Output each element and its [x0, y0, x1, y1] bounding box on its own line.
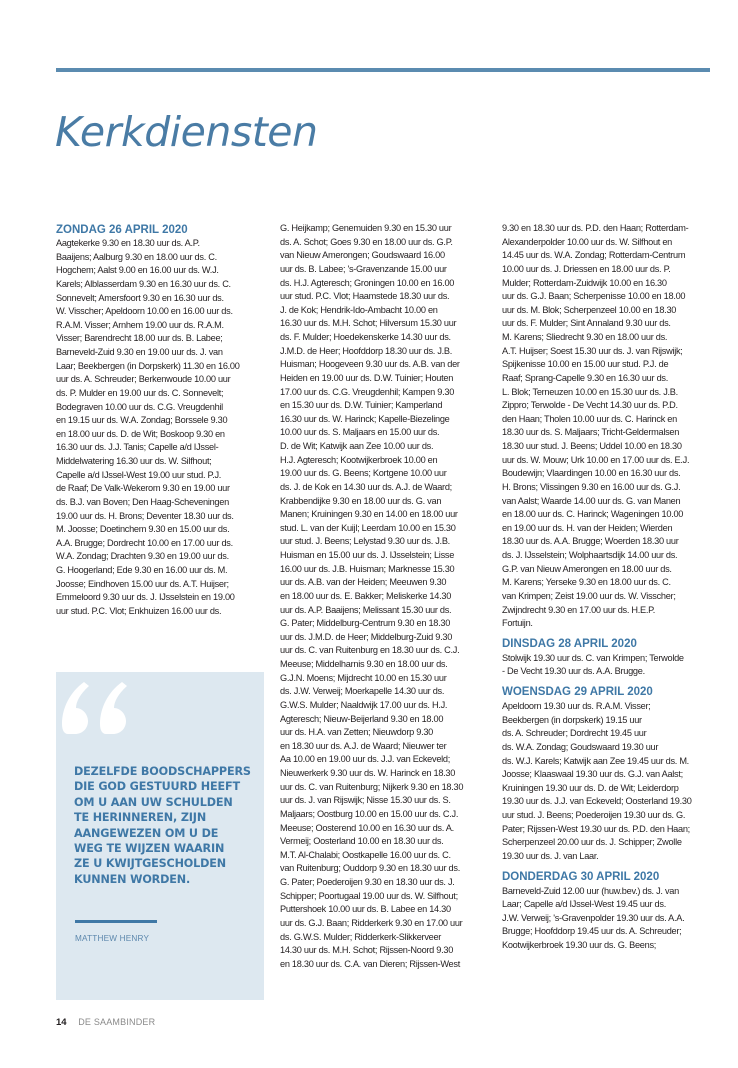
text-line: Barneveld-Zuid 12.00 uur (huw.bev.) ds. J. van — [502, 885, 679, 896]
magazine-name: DE SAAMBINDER — [78, 1017, 156, 1027]
text-line: H. Brons; Vlissingen 9.30 en 16.00 uur ds. G.J. — [502, 481, 681, 492]
text-line: Maljaars; Oostburg 10.00 en 15.00 uur ds. C.J. — [280, 808, 459, 819]
day-heading-sunday: ZONDAG 26 APRIL 2020 — [56, 224, 188, 236]
text-line: Sonnevelt; Amersfoort 9.30 en 16.30 uur ds. — [56, 292, 224, 303]
text-line: uur ds. H.A. van Zetten; Nieuwdorp 9.30 — [280, 727, 434, 738]
footer — [56, 1017, 155, 1028]
text-line: Scherpenzeel 20.00 uur ds. J. Schipper; Zwolle — [502, 837, 682, 848]
text-line: M. Karens; Sliedrecht 9.30 en 18.00 uur ds. — [502, 332, 668, 342]
text-line: 10.00 uur ds. S. Maljaars en 15.00 uur ds. — [280, 427, 440, 438]
text-line: uur ds. C. van Ruitenburg; Nijkerk 9.30 en 18.30 — [280, 781, 464, 792]
column-1 — [56, 223, 266, 619]
text-line: Kruiningen 19.30 uur ds. D. de Wit; Leiderdorp — [502, 782, 679, 793]
text-line: Capelle a/d IJssel-West 19.00 uur stud. P.J. — [56, 469, 222, 480]
text-line: Barneveld-Zuid 9.30 en 19.00 uur ds. J. van — [56, 347, 223, 357]
quote-mark-icon — [62, 678, 146, 738]
services-list-tuesday — [502, 652, 716, 679]
text-line: 16.30 uur ds. W. Harinck; Kapelle-Biezelinge — [280, 413, 450, 424]
text-line: Schipper; Poortugaal 19.00 uur ds. W. Silfhout; — [280, 890, 458, 901]
text-line: M.T. Al-Chalabi; Oostkapelle 16.00 uur ds. C. — [280, 849, 451, 860]
text-line: Mulder; Rotterdam-Zuidwijk 10.00 en 16.30 — [502, 277, 667, 288]
text-line: 9.30 en 18.30 uur ds. P.D. den Haan; Rotterdam- — [502, 223, 689, 233]
text-line: uur ds. B. Labee; 's-Gravenzande 15.00 uur — [280, 263, 447, 274]
text-line: Stolwijk 19.30 uur ds. C. van Krimpen; Terwolde — [502, 652, 684, 663]
text-line: 19.00 uur ds. G. Beens; Kortgene 10.00 uur — [280, 468, 447, 479]
services-list-wednesday — [502, 700, 716, 864]
text-line: 18.30 uur stud. J. Beens; Uddel 10.00 en 18.30 — [502, 441, 682, 451]
text-line: L. Blok; Terneuzen 10.00 en 15.30 uur ds. J.B. — [502, 386, 678, 397]
services-list-thursday — [502, 885, 716, 953]
text-line: DEZELFDE BOODSCHAPPERS — [74, 765, 251, 778]
text-line: Raaf; Sprang-Capelle 9.30 en 16.30 uur ds. — [502, 372, 668, 383]
text-line: de Raaf; De Valk-Wekerom 9.30 en 19.00 uur — [56, 483, 230, 494]
text-line: M. Karens; Yerseke 9.30 en 18.00 uur ds. C. — [502, 577, 671, 588]
text-line: ds. A. Schreuder; Dordrecht 19.45 uur — [502, 728, 647, 739]
text-line: AANGEWEZEN OM U DE — [74, 826, 219, 840]
text-line: uur ds. A. Schreuder; Berkenwoude 10.00 uur — [56, 374, 231, 385]
text-line: Meeuse; Oosterend 10.00 en 16.30 uur ds. A. — [280, 822, 454, 833]
text-line: - De Vecht 19.30 uur ds. A.A. Brugge. — [502, 666, 645, 677]
text-line: 19.30 uur ds. J. van Laar. — [502, 850, 599, 861]
text-line: 18.30 uur ds. S. Maljaars; Tricht-Geldermalsen — [502, 427, 680, 438]
text-line: Karels; Alblasserdam 9.30 en 16.30 uur ds. C. — [56, 278, 231, 289]
text-line: WEG TE WIJZEN WAARIN — [74, 842, 225, 856]
text-line: A.A. Brugge; Dordrecht 10.00 en 17.00 uur ds. — [56, 537, 233, 548]
text-line: D. de Wit; Katwijk aan Zee 10.00 uur ds. — [280, 441, 434, 451]
text-line: ds. W.A. Zondag; Goudswaard 19.30 uur — [502, 741, 659, 752]
text-line: ds. H.J. Agteresch; Groningen 10.00 en 16.00 — [280, 277, 455, 288]
column-2 — [280, 222, 490, 971]
text-line: ds. A. Schot; Goes 9.30 en 18.00 uur ds. G.P. — [280, 236, 453, 247]
text-line: G. Hoogerland; Ede 9.30 en 16.00 uur ds. M. — [56, 565, 228, 575]
text-line: en 19.15 uur ds. W.A. Zondag; Borssele 9.30 — [56, 415, 228, 426]
text-line: en 18.30 uur ds. A.J. de Waard; Nieuwer ter — [280, 740, 447, 751]
text-line: 16.30 uur ds. J.J. Tanis; Capelle a/d IJssel- — [56, 442, 219, 453]
text-line: uur ds. J. van Rijswijk; Nisse 15.30 uur ds. S. — [280, 795, 451, 806]
page-title: Kerkdiensten — [55, 108, 318, 156]
day-heading-wednesday: WOENSDAG 29 APRIL 2020 — [502, 686, 653, 698]
text-line: Spijkenisse 10.00 en 15.00 uur stud. P.J. de — [502, 359, 669, 370]
text-line: uur ds. M. Blok; Scherpenzeel 10.00 en 18.30 — [502, 304, 677, 315]
text-line: R.A.M. Visser; Arnhem 19.00 uur ds. R.A.M. — [56, 319, 224, 330]
text-line: Joosse; Eindhoven 15.00 uur ds. A.T. Huijser; — [56, 578, 229, 589]
text-line: Aagtekerke 9.30 en 18.30 uur ds. A.P. — [56, 238, 200, 248]
text-line: Alexanderpolder 10.00 uur ds. W. Silfhout en — [502, 236, 673, 247]
text-line: en 18.00 uur ds. C. Harinck; Wageningen 10.00 — [502, 509, 684, 520]
services-list-sunday — [56, 237, 266, 619]
text-line: ds. F. Mulder; Hoedekenskerke 14.30 uur ds. — [280, 332, 451, 342]
text-line: Apeldoorn 19.30 uur ds. R.A.M. Visser; — [502, 701, 651, 711]
text-line: ds. B.J. van Boven; Den Haag-Scheveningen — [56, 496, 229, 507]
text-line: Middelwatering 16.30 uur ds. W. Silfhout; — [56, 456, 212, 466]
text-line: 18.30 uur ds. A.A. Brugge; Woerden 18.30 uur — [502, 536, 679, 547]
text-line: Pater; Rijssen-West 19.30 uur ds. P.D. den Haan; — [502, 823, 690, 834]
text-line: uur ds. J.M.D. de Heer; Middelburg-Zuid 9.30 — [280, 631, 453, 642]
text-line: M. Joosse; Doetinchem 9.30 en 15.00 uur ds. — [56, 524, 230, 535]
text-line: en 18.30 uur ds. C.A. van Dieren; Rijssen-West — [280, 958, 460, 969]
text-line: 14.30 uur ds. M.H. Schot; Rijssen-Noord 9.30 — [280, 945, 454, 956]
text-line: Baaijens; Aalburg 9.30 en 18.00 uur ds. C. — [56, 251, 217, 262]
text-line: uur ds. A.B. van der Heiden; Meeuwen 9.30 — [280, 577, 447, 588]
text-line: uur stud. P.C. Vlot; Enkhuizen 16.00 uur ds. — [56, 605, 222, 616]
text-line: 19.00 uur ds. H. Brons; Deventer 18.30 uur ds. — [56, 510, 234, 521]
text-line: 17.00 uur ds. C.G. Vreugdenhil; Kampen 9.30 — [280, 386, 455, 397]
text-line: ds. J.W. Verweij; Moerkapelle 14.30 uur ds. — [280, 686, 445, 697]
text-line: ZE U KWIJTGESCHOLDEN — [74, 857, 226, 871]
text-line: TE HERINNEREN, ZIJN — [74, 811, 207, 825]
column-3 — [502, 222, 716, 953]
text-line: van Nieuw Amerongen; Goudswaard 16.00 — [280, 250, 445, 261]
quote-author: MATTHEW HENRY — [75, 934, 150, 943]
text-line: ds. J. de Kok en 14.30 uur ds. A.J. de Waard; — [280, 481, 452, 492]
day-heading-tuesday: DINSDAG 28 APRIL 2020 — [502, 637, 637, 650]
text-line: Laar; Beekbergen (in Dorpskerk) 11.30 en 16.00 — [56, 360, 240, 371]
text-line: van Ruitenburg; Ouddorp 9.30 en 18.30 uur ds. — [280, 863, 460, 874]
text-line: en 19.00 uur ds. H. van der Heiden; Wierden — [502, 522, 673, 533]
text-line: Kootwijkerbroek 19.30 uur ds. G. Beens; — [502, 940, 657, 950]
text-line: den Haan; Tholen 10.00 uur ds. C. Harinck en — [502, 413, 677, 424]
text-line: 16.30 uur ds. M.H. Schot; Hilversum 15.30 uur — [280, 318, 457, 329]
text-line: 16.00 uur ds. J.B. Huisman; Marknesse 15.30 — [280, 563, 455, 574]
text-line: Beekbergen (in dorpskerk) 19.15 uur — [502, 714, 642, 725]
text-line: Agteresch; Nieuw-Beijerland 9.30 en 18.00 — [280, 713, 444, 724]
text-line: KUNNEN WORDEN. — [74, 872, 191, 886]
text-line: Nieuwerkerk 9.30 uur ds. W. Harinck en 18.30 — [280, 768, 456, 778]
text-line: Visser; Barendrecht 18.00 uur ds. B. Labee; — [56, 333, 223, 344]
text-line: uur stud. J. Beens; Lelystad 9.30 uur ds. J.B. — [280, 536, 450, 547]
text-line: Aa 10.00 en 19.00 uur ds. J.J. van Eckeveld; — [280, 754, 451, 765]
text-line: uur stud. J. Beens; Poederoijen 19.30 uur ds. G. — [502, 810, 686, 820]
text-line: ds. G.W.S. Mulder; Ridderkerk-Slikkerveer — [280, 931, 442, 942]
text-line: Fortuijn. — [502, 618, 533, 629]
text-line: G. Heijkamp; Genemuiden 9.30 en 15.30 uur — [280, 223, 452, 233]
text-line: Vermeij; Oosterland 10.00 en 18.30 uur ds. — [280, 836, 444, 847]
text-line: Huisman; Hoogeveen 9.30 uur ds. A.B. van der — [280, 359, 460, 370]
text-line: Meeuse; Middelharnis 9.30 en 18.00 uur ds. — [280, 659, 448, 669]
text-line: Puttershoek 10.00 uur ds. B. Labee en 14.30 — [280, 904, 451, 915]
text-line: uur stud. P.C. Vlot; Haamstede 18.30 uur ds. — [280, 291, 450, 302]
text-line: DIE GOD GESTUURD HEEFT — [74, 780, 240, 794]
text-line: Heiden en 19.00 uur ds. D.W. Tuinier; Houten — [280, 372, 454, 383]
text-line: ds. W.J. Karels; Katwijk aan Zee 19.45 uur ds. M. — [502, 755, 689, 766]
text-line: G.P. van Nieuw Amerongen en 18.00 uur ds. — [502, 563, 672, 574]
text-line: Manen; Kruiningen 9.30 en 14.00 en 18.00 uur — [280, 509, 458, 520]
pull-quote — [56, 672, 264, 1000]
text-line: uur ds. G.J. Baan; Ridderkerk 9.30 en 17.00 uur — [280, 917, 463, 928]
text-line: 19.30 uur ds. J.J. van Eckeveld; Oosterland 19.30 — [502, 796, 692, 807]
text-line: uur ds. W. Mouw; Urk 10.00 en 17.00 uur ds. E.J. — [502, 454, 690, 465]
text-line: H.J. Agteresch; Kootwijkerbroek 10.00 en — [280, 454, 438, 465]
text-line: en 18.00 uur ds. E. Bakker; Meliskerke 14.30 — [280, 590, 452, 601]
text-line: van Krimpen; Zeist 19.00 uur ds. W. Visscher; — [502, 590, 676, 601]
text-line: uur ds. C. van Ruitenburg en 18.30 uur ds. C.J. — [280, 645, 460, 656]
text-line: van Aalst; Waarde 14.00 uur ds. G. van Manen — [502, 495, 681, 506]
text-line: Zwijndrecht 9.30 en 17.00 uur ds. H.E.P. — [502, 604, 656, 615]
text-line: Bodegraven 10.00 uur ds. C.G. Vreugdenhil — [56, 401, 223, 412]
text-line: J.W. Verweij; 's-Gravenpolder 19.30 uur ds. A.A. — [502, 912, 685, 923]
text-line: W. Visscher; Apeldoorn 10.00 en 16.00 uur ds. — [56, 306, 233, 317]
text-line: uur ds. A.P. Baaijens; Melissant 15.30 uur ds. — [280, 604, 452, 615]
text-line: Huisman en 15.00 uur ds. J. IJsselstein; Lisse — [280, 550, 455, 560]
quote-text — [74, 764, 260, 887]
text-line: J.M.D. de Heer; Hoofddorp 18.30 uur ds. J.B. — [280, 345, 453, 356]
text-line: Krabbendijke 9.30 en 18.00 uur ds. G. van — [280, 495, 442, 506]
text-line: Joosse; Klaaswaal 19.30 uur ds. G.J. van Aalst; — [502, 769, 683, 780]
text-line: Hogchem; Aalst 9.00 en 16.00 uur ds. W.J. — [56, 265, 219, 276]
top-rule — [56, 68, 710, 72]
page-number: 14 — [56, 1017, 67, 1028]
services-list-sunday-continued — [280, 222, 490, 971]
text-line: G. Pater; Middelburg-Centrum 9.30 en 18.30 — [280, 618, 451, 629]
text-line: A.T. Huijser; Soest 15.30 uur ds. J. van Rijswijk; — [502, 345, 683, 356]
text-line: 10.00 uur ds. J. Driessen en 18.00 uur ds. P. — [502, 263, 671, 274]
text-line: Brugge; Hoofddorp 19.45 uur ds. A. Schreuder; — [502, 926, 682, 937]
text-line: J. de Kok; Hendrik-Ido-Ambacht 10.00 en — [280, 304, 438, 315]
text-line: stud. L. van der Kuijl; Leerdam 10.00 en 15.30 — [280, 522, 456, 533]
text-line: en 18.00 uur ds. D. de Wit; Boskoop 9.30 en — [56, 428, 225, 439]
text-line: uur ds. F. Mulder; Sint Annaland 9.30 uur ds. — [502, 318, 671, 329]
quote-divider — [75, 920, 157, 923]
text-line: uur ds. G.J. Baan; Scherpenisse 10.00 en 18.00 — [502, 291, 686, 302]
text-line: Boudewijn; Vlaardingen 10.00 en 16.30 uur ds. — [502, 468, 681, 479]
text-line: G.J.N. Moens; Mijdrecht 10.00 en 15.30 uur — [280, 672, 447, 683]
text-line: OM U AAN UW SCHULDEN — [74, 795, 233, 809]
text-line: W.A. Zondag; Drachten 9.30 en 19.00 uur ds. — [56, 551, 229, 562]
text-line: G. Pater; Poederoijen 9.30 en 18.30 uur ds. J. — [280, 877, 455, 887]
text-line: en 15.30 uur ds. D.W. Tuinier; Kamperland — [280, 400, 443, 411]
day-heading-thursday: DONDERDAG 30 APRIL 2020 — [502, 870, 660, 883]
text-line: Laar; Capelle a/d IJssel-West 19.45 uur ds. — [502, 899, 666, 910]
text-line: ds. P. Mulder en 19.00 uur ds. C. Sonnevelt; — [56, 387, 224, 398]
text-line: Emmeloord 9.30 uur ds. J. IJsselstein en 19.00 — [56, 592, 235, 603]
text-line: Zippro; Terwolde - De Vecht 14.30 uur ds. P.D. — [502, 400, 678, 411]
text-line: 14.45 uur ds. W.A. Zondag; Rotterdam-Centrum — [502, 250, 686, 261]
text-line: ds. J. IJsselstein; Wolphaartsdijk 14.00 uur ds. — [502, 550, 678, 560]
text-line: G.W.S. Mulder; Naaldwijk 17.00 uur ds. H.J. — [280, 699, 448, 710]
services-list-sunday-end — [502, 222, 716, 631]
